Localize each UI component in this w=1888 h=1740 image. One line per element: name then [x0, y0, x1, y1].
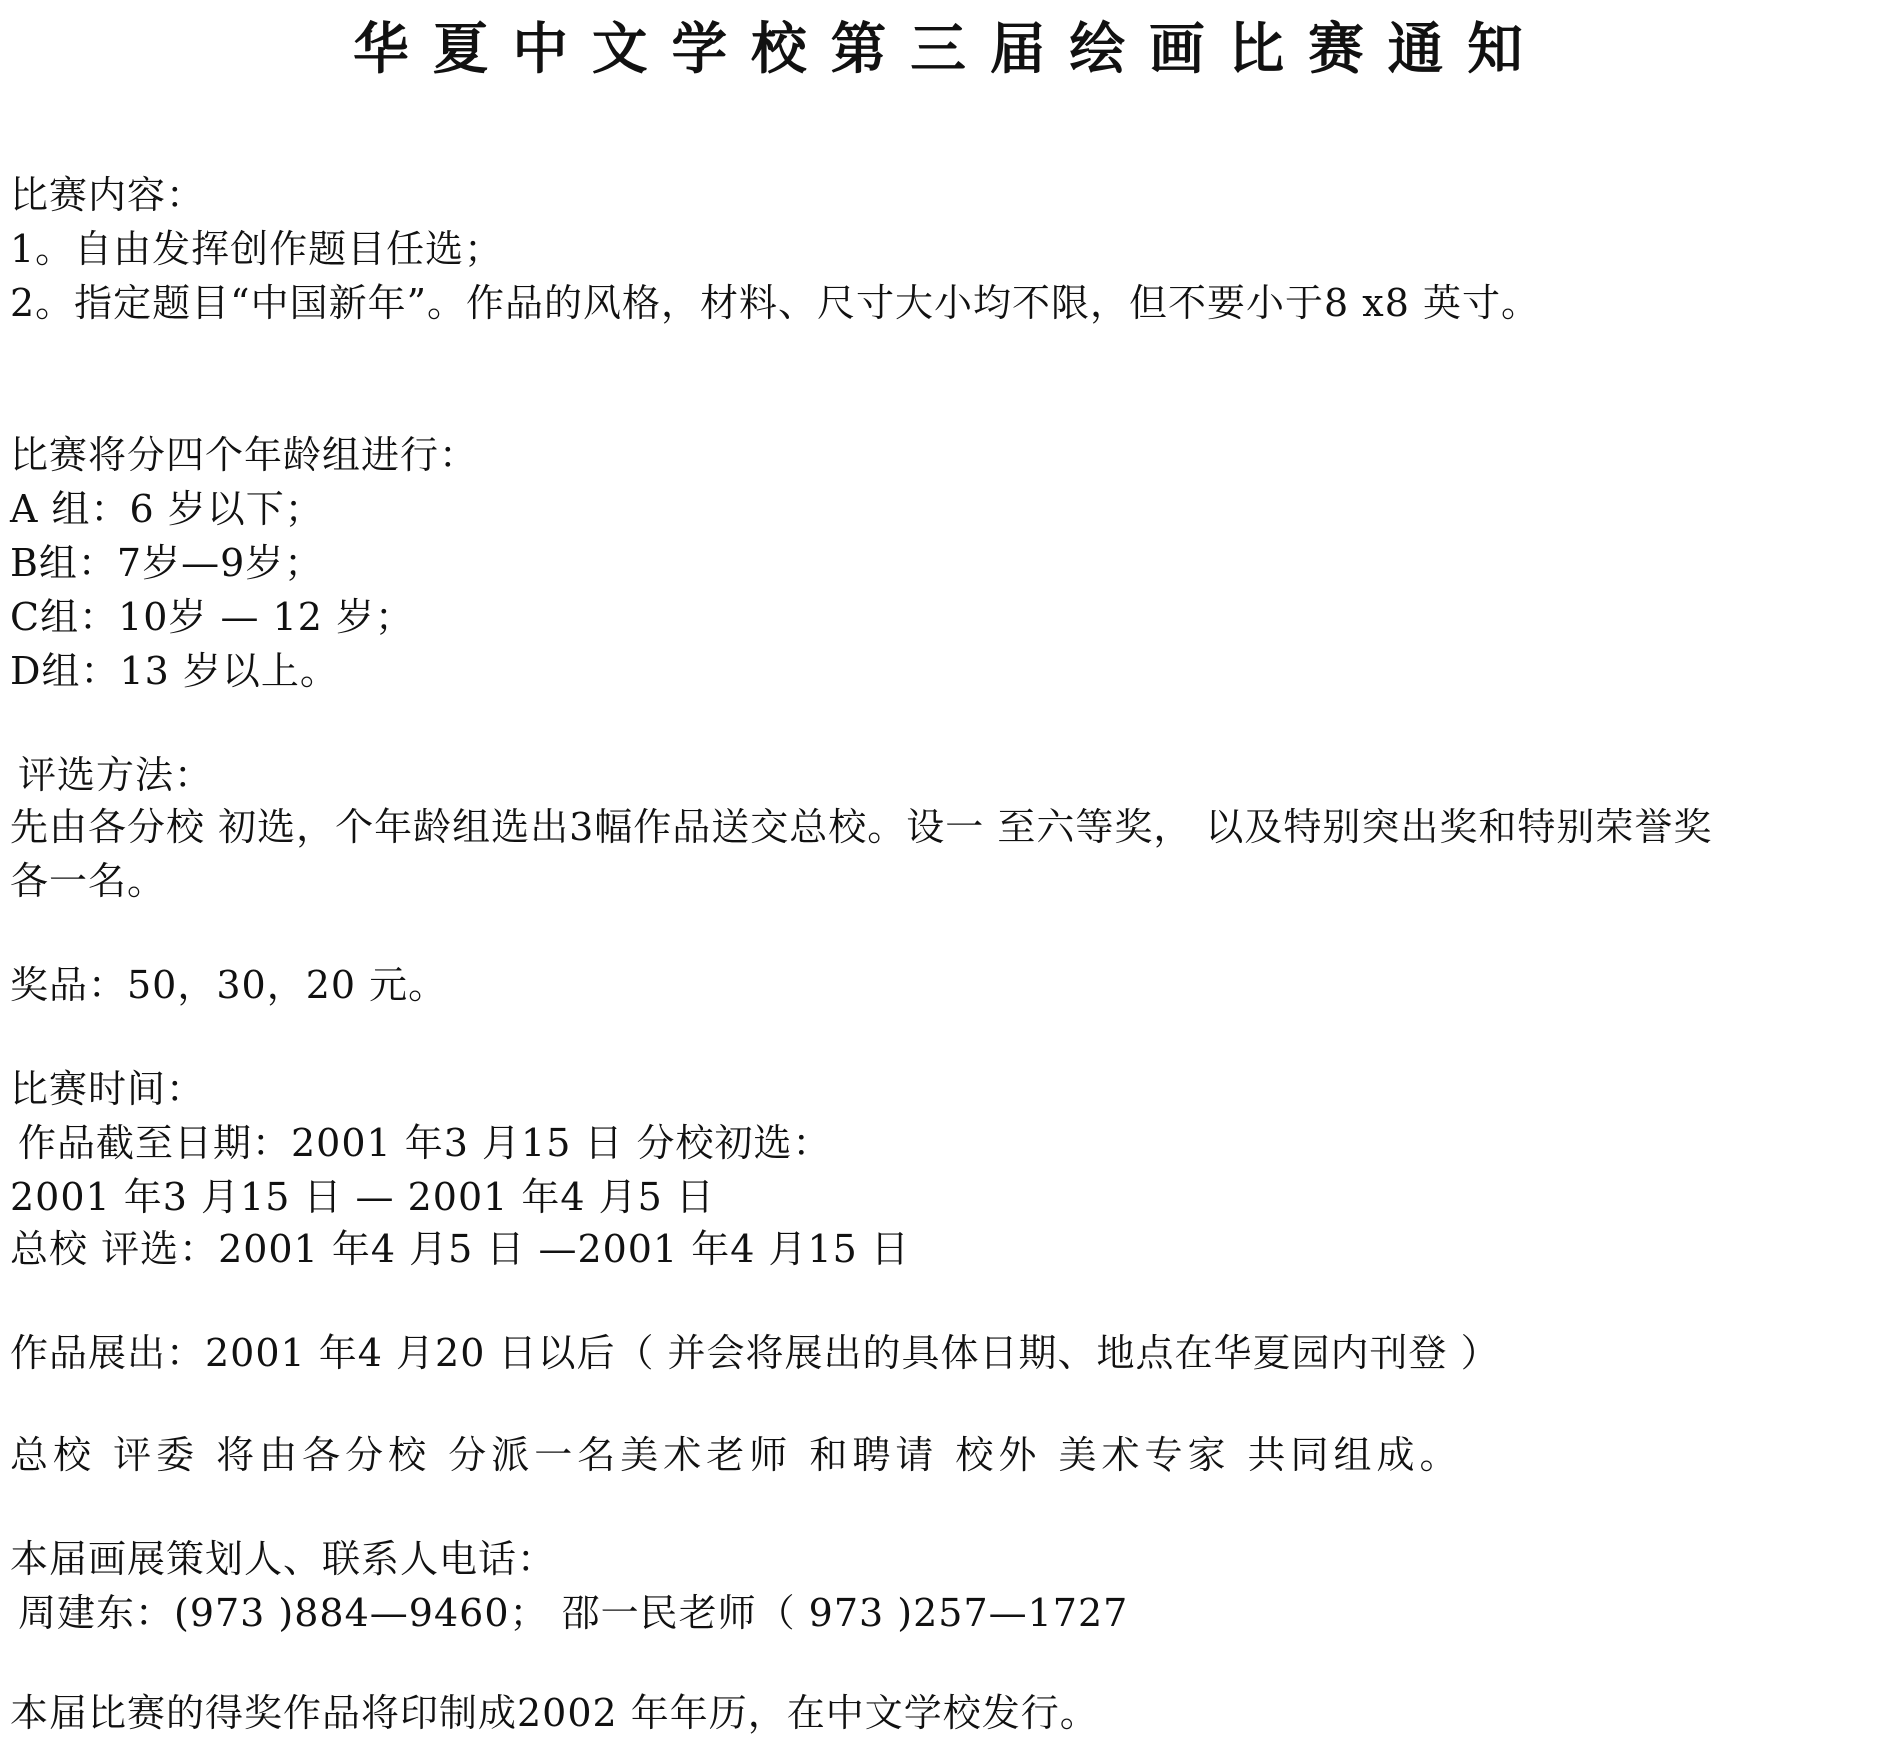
schedule-heading: 比赛时间： [10, 1067, 206, 1111]
contact-phones: 周建东：(973 )884—9460； 邵一民老师（ 973 )257—1727 [18, 1591, 1129, 1635]
group-b: B组：7岁—9岁； [10, 541, 324, 585]
schedule-main-selection: 总校 评选：2001 年4 月5 日 —2001 年4 月15 日 [10, 1227, 910, 1271]
calendar-note: 本届比赛的得奖作品将印制成2002 年年历，在中文学校发行。 [10, 1691, 1099, 1735]
judging-text-line1: 先由各分校 初选，个年龄组选出3幅作品送交总校。设一 至六等奖， 以及特别突出奖和特别荣誉奖 [10, 805, 1713, 849]
group-a: A 组：6 岁以下； [10, 487, 324, 531]
judging-text-line2: 各一名。 [10, 859, 167, 903]
content-heading: 比赛内容： [10, 173, 206, 217]
group-d: D组：13 岁以上。 [10, 649, 339, 693]
group-c: C组：10岁 — 12 岁； [10, 595, 415, 639]
committee-text: 总校 评委 将由各分校 分派一名美术老师 和聘请 校外 美术专家 共同组成。 [10, 1433, 1463, 1477]
exhibition-text: 作品展出：2001 年4 月20 日以后（ 并会将展出的具体日期、地点在华夏园内刊登 ） [10, 1331, 1500, 1375]
content-item-2: 2。指定题目“中国新年”。作品的风格，材料、尺寸大小均不限，但不要小于8 x8 英寸。 [10, 281, 1540, 325]
schedule-branch-selection: 2001 年3 月15 日 — 2001 年4 月5 日 [10, 1175, 715, 1219]
judging-heading: 评选方法： [18, 753, 214, 797]
schedule-deadline: 作品截至日期：2001 年3 月15 日 分校初选： [18, 1121, 832, 1165]
groups-heading: 比赛将分四个年龄组进行： [10, 433, 479, 477]
prizes-text: 奖品：50，30，20 元。 [10, 963, 448, 1007]
contact-heading: 本届画展策划人、联系人电话： [10, 1537, 557, 1581]
notice-title: 华夏中文学校第三届绘画比赛通知 [353, 17, 1547, 82]
content-item-1: 1。自由发挥创作题目任选； [10, 227, 504, 271]
